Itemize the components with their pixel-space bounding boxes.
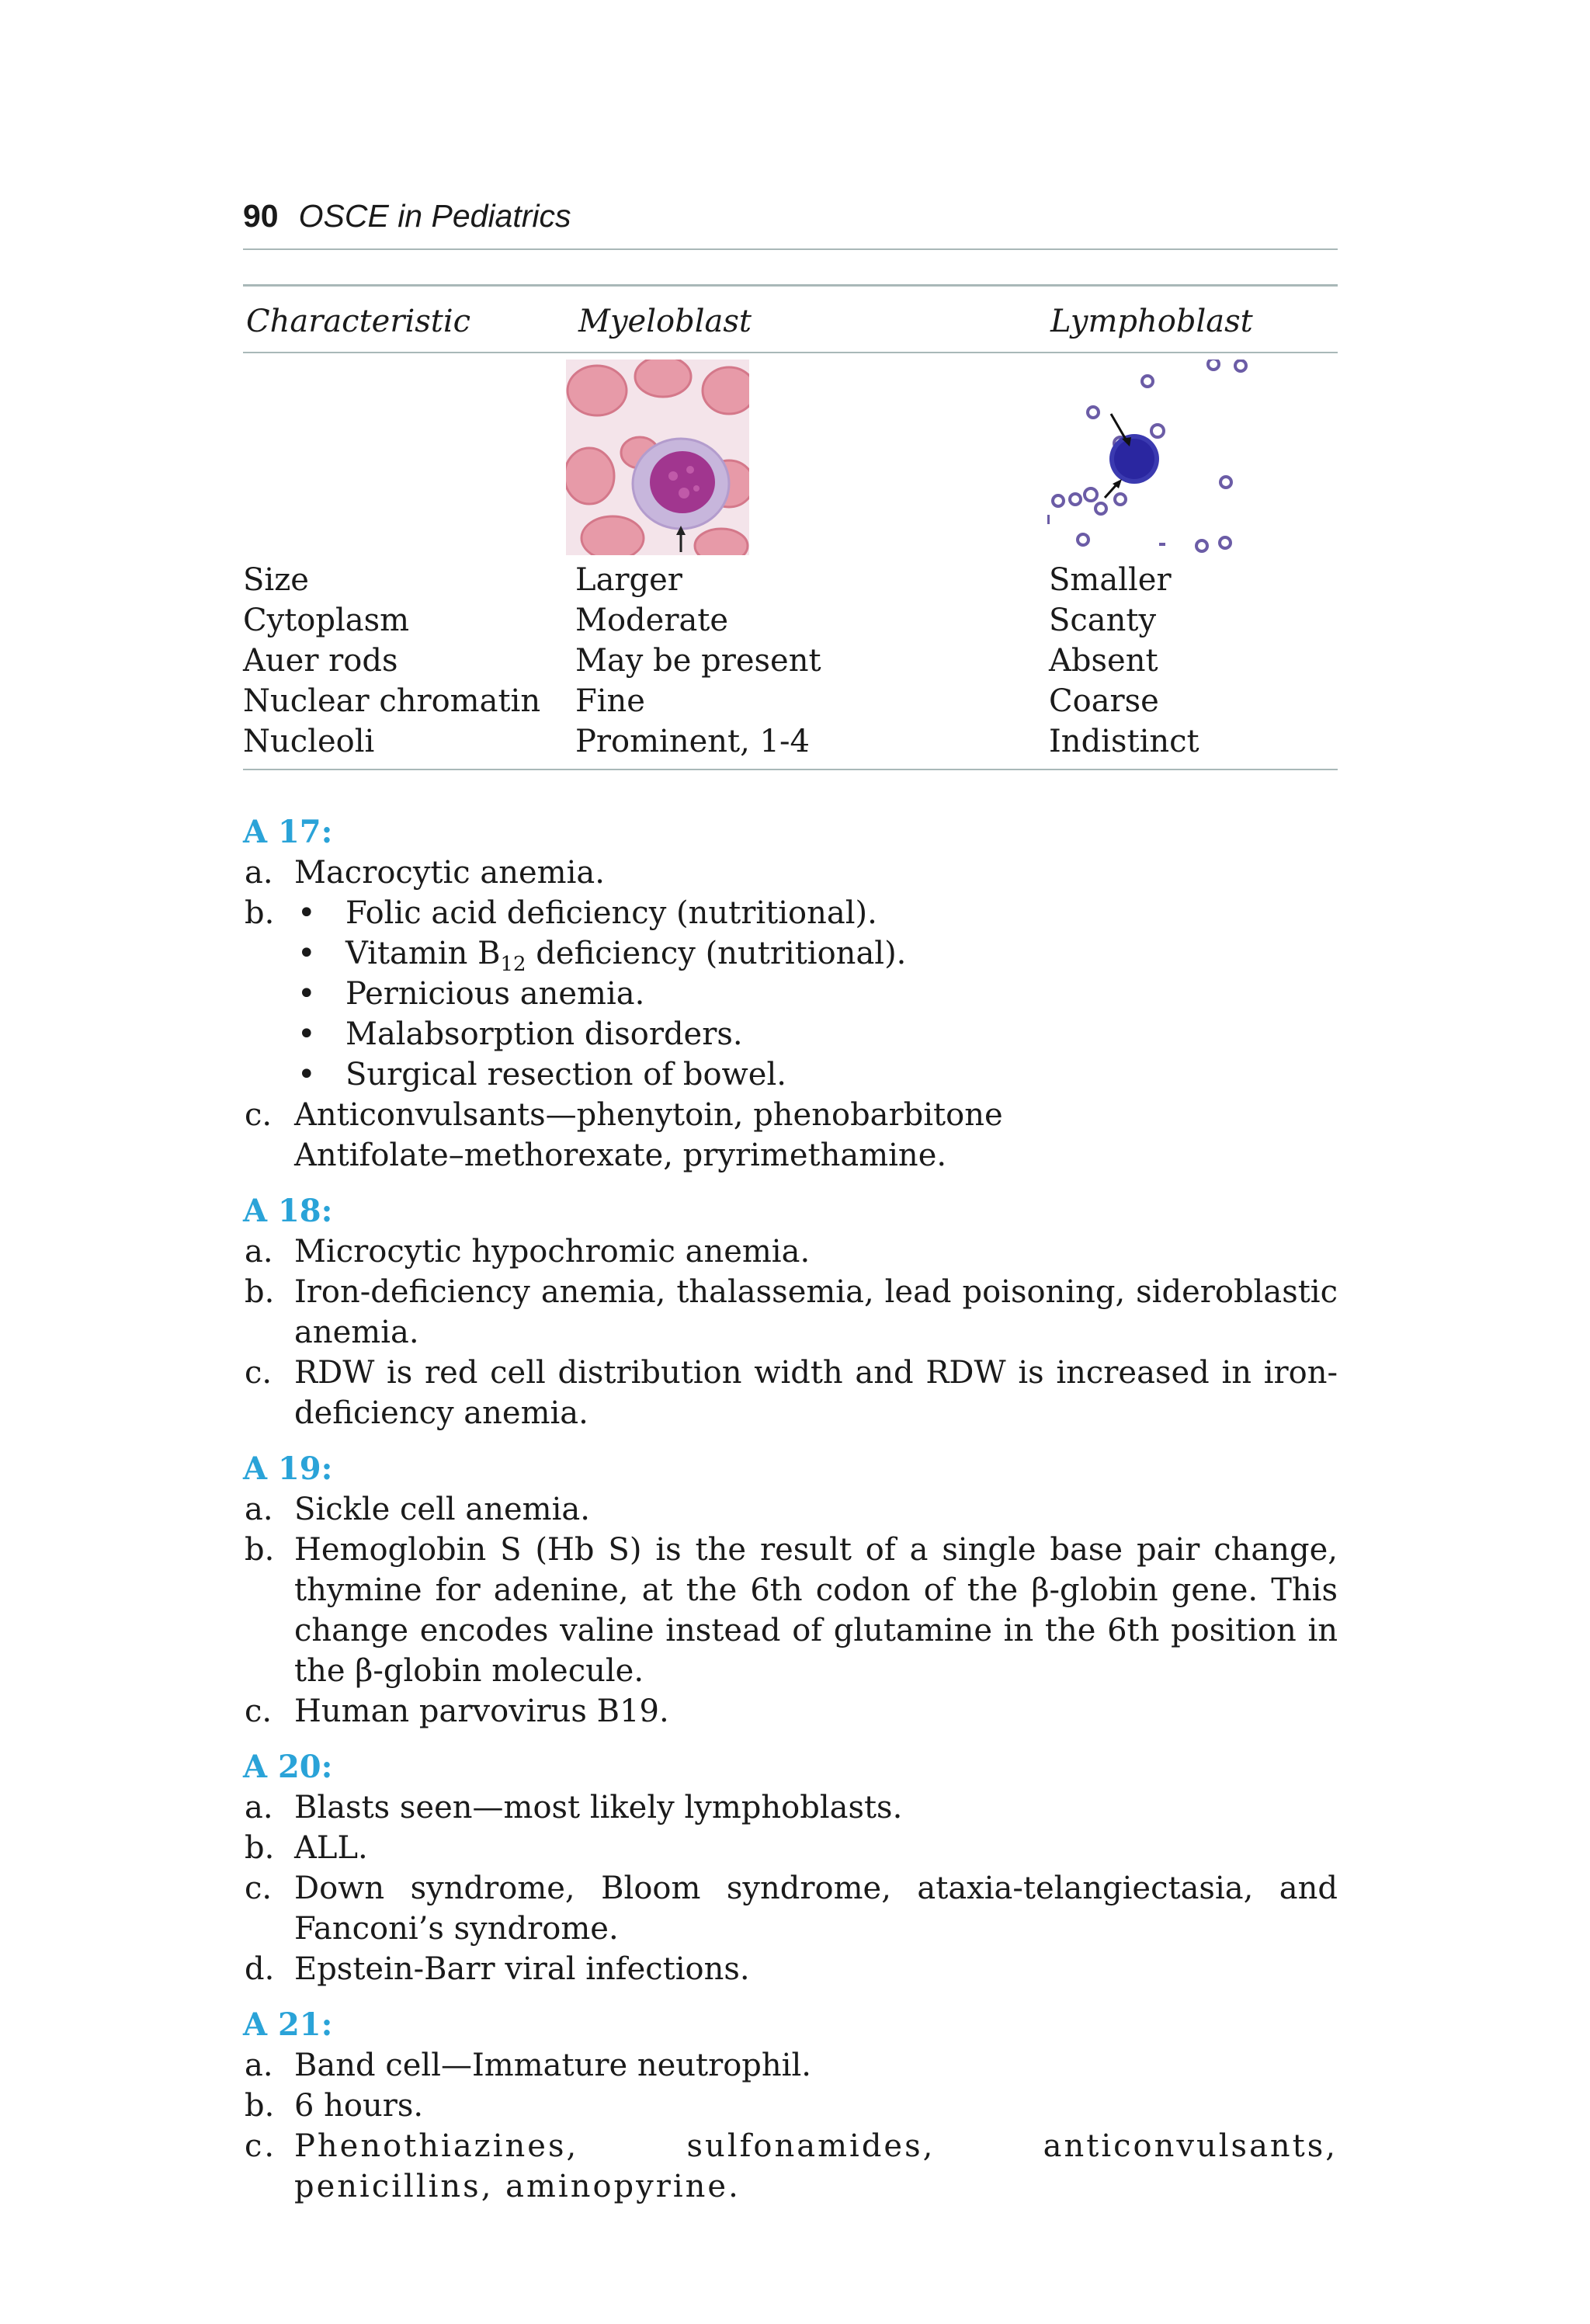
cell: Scanty [1049, 603, 1157, 638]
list-item [243, 2126, 1338, 2207]
item-text: Human parvovirus B19. [294, 1693, 669, 1729]
bullet: • [297, 936, 316, 971]
comparison-table [243, 284, 1338, 770]
answer-heading: A 21: [243, 2006, 333, 2043]
list-item [243, 1530, 1338, 1691]
bullet: • [297, 1016, 316, 1052]
table-header-row [243, 287, 1338, 353]
item-label: a. [245, 1492, 273, 1527]
item-label: c. [245, 1693, 273, 1729]
item-text: Blasts seen—most likely lymphoblasts. [294, 1790, 903, 1826]
list-item [243, 893, 1338, 933]
item-label: b. [245, 2088, 275, 2124]
item-text: Vitamin B [345, 936, 501, 971]
list-item [243, 933, 1338, 974]
item-text: Microcytic hypochromic anemia. [294, 1234, 811, 1270]
table-row [243, 599, 1338, 640]
header-characteristic: Characteristic [246, 304, 471, 339]
cell: Size [243, 562, 309, 598]
item-text: RDW is red cell distribution width and RDW is increased in iron-deficiency anemia. [294, 1355, 1338, 1431]
answer-20 [243, 1747, 1338, 1989]
cell: Indistinct [1049, 724, 1199, 759]
cell: Auer rods [243, 643, 398, 679]
bullet: • [297, 1057, 316, 1093]
list-item-continuation: Antifolate–methorexate, pryrimethamine. [294, 1138, 947, 1173]
item-label: a. [245, 1790, 273, 1826]
list-item [243, 974, 1338, 1014]
header-lymphoblast: Lymphoblast [1050, 304, 1253, 339]
table-row [243, 680, 1338, 721]
item-label: b. [245, 1532, 275, 1568]
page-number: 90 [243, 198, 279, 234]
answer-17 [243, 812, 1338, 1176]
item-text: Sickle cell anemia. [294, 1492, 590, 1527]
item-text: Band cell—Immature neutrophil. [294, 2048, 811, 2083]
cell: May be present [575, 643, 821, 679]
list-item [243, 1095, 1338, 1135]
list-item [243, 1489, 1338, 1530]
answer-heading: A 20: [243, 1749, 333, 1785]
item-text: Surgical resection of bowel. [345, 1057, 786, 1093]
bullet: • [297, 895, 316, 931]
item-label: d. [245, 1951, 275, 1987]
item-text: 6 hours. [294, 2088, 424, 2124]
item-text: Iron-deficiency anemia, thalassemia, lead poisoning, sideroblastic anemia. [294, 1274, 1338, 1350]
item-text: deficiency (nutritional). [526, 936, 907, 971]
list-item [243, 1272, 1338, 1353]
subscript: 12 [500, 953, 526, 976]
answer-19 [243, 1449, 1338, 1732]
item-text: ALL. [294, 1830, 368, 1866]
table-body [243, 559, 1338, 770]
item-label: c. [245, 1097, 273, 1133]
item-text: Epstein-Barr viral infections. [294, 1951, 750, 1987]
list-item [243, 1054, 1338, 1095]
cell: Nucleoli [243, 724, 375, 759]
item-text: Phenothiazines, sulfonamides, anticonvulsants, penicillins, aminopyrine. [294, 2128, 1338, 2204]
book-title: OSCE in Pediatrics [298, 198, 571, 234]
item-label: b. [245, 1830, 275, 1866]
item-label: b. [245, 895, 275, 931]
cell: Cytoplasm [243, 603, 410, 638]
answer-sections [243, 812, 1338, 2222]
list-item [243, 1353, 1338, 1433]
lymphoblast-micrograph [1043, 360, 1252, 555]
cell: Prominent, 1-4 [575, 724, 810, 759]
bullet: • [297, 976, 316, 1012]
list-item [243, 1691, 1338, 1732]
table-row [243, 721, 1338, 761]
bullet-item [294, 933, 1338, 974]
list-item [243, 1787, 1338, 1828]
item-text: Hemoglobin S (Hb S) is the result of a single base pair change, thymine for adenine, at the 6th codon of the β-globin gene. This change encodes valine instead of glutamine in the 6th position in the β-globin molecule. [294, 1532, 1338, 1689]
cell: Coarse [1049, 683, 1159, 719]
table-row [243, 640, 1338, 680]
list-item [243, 1828, 1338, 1868]
item-label: c. [245, 2128, 277, 2164]
list-item [243, 853, 1338, 893]
list-item [243, 2045, 1338, 2086]
cell: Nuclear chromatin [243, 683, 541, 719]
table-row [243, 559, 1338, 599]
item-label: c. [245, 1355, 273, 1391]
item-label: a. [245, 855, 273, 891]
item-text: Down syndrome, Bloom syndrome, ataxia-telangiectasia, and Fanconi’s syndrome. [294, 1871, 1338, 1947]
list-item [243, 1949, 1338, 1989]
bullet-item [294, 1054, 1338, 1095]
list-item [243, 1014, 1338, 1054]
list-item [243, 2086, 1338, 2126]
answer-heading: A 17: [243, 814, 333, 850]
cell: Moderate [575, 603, 729, 638]
bullet-item [294, 974, 1338, 1014]
item-text: Pernicious anemia. [345, 976, 645, 1012]
list-item [243, 1231, 1338, 1272]
answer-18 [243, 1191, 1338, 1433]
myeloblast-micrograph [566, 360, 749, 555]
bullet-item [294, 1014, 1338, 1054]
header-myeloblast: Myeloblast [578, 304, 752, 339]
answer-heading: A 18: [243, 1193, 333, 1229]
item-text: Anticonvulsants—phenytoin, phenobarbitone [294, 1097, 1003, 1133]
item-text: Macrocytic anemia. [294, 855, 605, 891]
answer-heading: A 19: [243, 1450, 333, 1487]
bullet-item [294, 893, 1338, 933]
cell: Absent [1049, 643, 1158, 679]
item-label: b. [245, 1274, 275, 1310]
answer-21 [243, 2005, 1338, 2207]
micrograph-row [243, 353, 1338, 559]
item-text: Malabsorption disorders. [345, 1016, 743, 1052]
cell: Smaller [1049, 562, 1172, 598]
item-label: c. [245, 1871, 273, 1906]
header-rule [243, 248, 1338, 250]
cell: Larger [575, 562, 682, 598]
cell: Fine [575, 683, 645, 719]
item-label: a. [245, 1234, 273, 1270]
item-text: Folic acid deficiency (nutritional). [345, 895, 877, 931]
list-item [243, 1868, 1338, 1949]
running-header [243, 198, 1338, 234]
item-label: a. [245, 2048, 273, 2083]
